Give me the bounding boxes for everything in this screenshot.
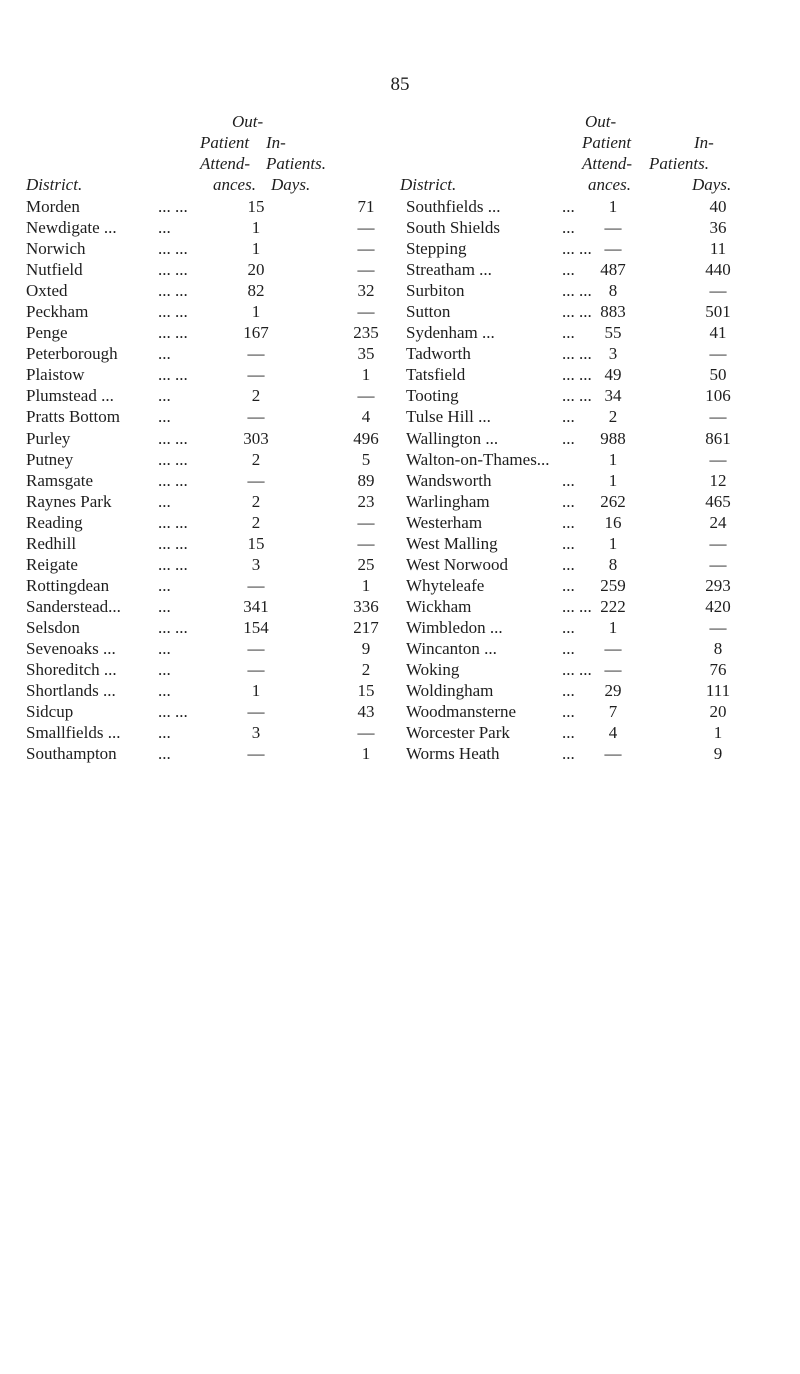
district-cell: Wincanton ... [406,638,497,658]
leader-dots: ... ... [562,281,592,301]
table-row [26,238,400,259]
inpatient-cell: 217 [353,617,379,637]
outpatient-cell: — [247,744,265,764]
district-cell: Southfields ... [406,197,501,216]
leader-dots: ... ... [158,533,188,553]
inpatient-cell: — [357,239,375,259]
outpatient-cell: — [604,744,622,764]
table-row [406,406,776,427]
outpatient-cell: 883 [600,302,626,322]
table-row [26,533,400,554]
district-cell: Tatsfield [406,365,466,385]
district-cell: Woldingham [406,681,494,701]
table-row [406,449,776,470]
district-cell: Oxted [26,281,68,301]
leader-dots: ... ... [158,428,188,448]
right-header-out-line1: Out- [585,112,617,131]
leader-dots: ... ... [158,260,188,280]
outpatient-cell: 1 [251,302,261,322]
district-cell: Newdigate ... [26,218,117,238]
right-header-out-line2: Patient [582,133,632,152]
inpatient-cell: — [709,407,727,427]
leader-dots: ... [562,407,575,427]
district-cell: Stepping [406,239,467,259]
table-row [26,743,400,764]
district-cell: Sevenoaks ... [26,638,116,658]
outpatient-cell: 2 [251,491,261,511]
table-row [26,385,400,406]
outpatient-cell: 167 [243,323,269,343]
outpatient-cell: 7 [608,702,618,722]
table-row [26,322,400,343]
inpatient-cell: 5 [361,449,371,469]
district-cell: Wickham [406,596,472,616]
inpatient-cell: 501 [705,302,731,322]
inpatient-cell: 41 [709,323,727,343]
page-number: 85 [390,74,410,95]
inpatient-cell: 11 [709,239,727,259]
left-header-district: District. [26,175,83,194]
leader-dots: ... ... [158,323,188,343]
leader-dots: ... ... [562,660,592,680]
district-cell: Woking [406,660,460,680]
inpatient-cell: — [709,344,727,364]
leader-dots: ... [158,744,171,764]
left-header-in-line1: In- [266,133,286,152]
table-row [406,217,776,238]
inpatient-cell: 293 [705,575,731,595]
inpatient-cell: 15 [357,681,375,701]
table-row [406,385,776,406]
district-cell: Warlingham [406,491,490,511]
inpatient-cell: — [357,260,375,280]
outpatient-cell: 55 [604,323,622,343]
district-cell: Morden [26,197,80,216]
table-row [26,364,400,385]
leader-dots: ... [562,681,575,701]
district-cell: Peterborough [26,344,118,364]
district-cell: Purley [26,428,71,448]
inpatient-cell: — [709,554,727,574]
outpatient-cell: 988 [600,428,626,448]
leader-dots: ... [158,660,171,680]
inpatient-cell: 235 [353,323,379,343]
inpatient-cell: — [357,302,375,322]
outpatient-cell: 1 [608,449,618,469]
outpatient-cell: 1 [608,617,618,637]
left-header-out-line1: Out- [232,112,264,131]
table-row [406,491,776,512]
leader-dots: ... [158,638,171,658]
outpatient-cell: — [247,702,265,722]
outpatient-cell: 49 [604,365,622,385]
right-header-top [406,112,776,173]
district-cell: Surbiton [406,281,465,301]
table-row [406,722,776,743]
table-row [406,575,776,596]
outpatient-cell: 8 [608,281,618,301]
inpatient-cell: 36 [709,218,727,238]
inpatient-cell: 496 [353,428,379,448]
district-cell: Peckham [26,302,89,322]
table-row [26,638,400,659]
inpatient-cell: 89 [357,470,375,490]
leader-dots: ... ... [158,197,188,216]
leader-dots: ... ... [562,365,592,385]
right-rows [406,196,776,764]
table-row [406,343,776,364]
outpatient-cell: — [247,407,265,427]
table-row [26,491,400,512]
table-row [26,406,400,427]
inpatient-cell: — [357,723,375,743]
leader-dots: ... [562,218,575,238]
table-row [26,301,400,322]
leader-dots: ... ... [562,596,592,616]
outpatient-cell: 1 [608,197,618,216]
left-header-in-line3: Days. [271,175,311,194]
leader-dots: ... [562,702,575,722]
table-row [406,638,776,659]
outpatient-cell: 487 [600,260,626,280]
inpatient-cell: 106 [705,386,731,406]
left-rows [26,196,400,764]
district-cell: Sanderstead... [26,596,121,616]
leader-dots: ... [158,491,171,511]
right-header-labels [400,175,776,196]
outpatient-cell: — [247,470,265,490]
inpatient-cell: 9 [361,638,371,658]
outpatient-cell: 1 [608,533,618,553]
leader-dots: ... [562,512,575,532]
district-cell: Rottingdean [26,575,110,595]
leader-dots: ... [562,260,575,280]
outpatient-cell: 15 [247,197,265,216]
district-cell: Ramsgate [26,470,94,490]
outpatient-cell: 3 [608,344,618,364]
leader-dots: ... [158,575,171,595]
outpatient-cell: — [604,638,622,658]
district-cell: Wallington ... [406,428,499,448]
inpatient-cell: 8 [713,638,723,658]
inpatient-cell: 4 [361,407,371,427]
left-header-out-line3: Attend- [200,154,251,173]
table-row [406,743,776,764]
table-row [406,280,776,301]
inpatient-cell: 9 [713,744,723,764]
district-cell: Worcester Park [406,723,510,743]
inpatient-cell: 1 [361,365,371,385]
inpatient-cell: 50 [709,365,727,385]
outpatient-cell: — [604,239,622,259]
district-cell: Sydenham ... [406,323,495,343]
outpatient-cell: 2 [251,512,261,532]
inpatient-cell: — [357,386,375,406]
inpatient-cell: 24 [709,512,727,532]
outpatient-cell: — [247,575,265,595]
leader-dots: ... [562,575,575,595]
inpatient-cell: — [709,533,727,553]
table-row [26,343,400,364]
inpatient-cell: 71 [357,197,375,216]
outpatient-cell: 303 [243,428,269,448]
district-cell: Sutton [406,302,451,322]
district-cell: Westerham [406,512,483,532]
outpatient-cell: 1 [251,681,261,701]
right-header-in-line1: In- [694,133,714,152]
table-row [26,575,400,596]
table-row [406,322,776,343]
table-row [26,449,400,470]
table-row [406,659,776,680]
leader-dots: ... ... [158,702,188,722]
left-header-out-line2: Patient [200,133,250,152]
leader-dots: ... [158,596,171,616]
district-cell: Plumstead ... [26,386,114,406]
inpatient-cell: 1 [361,575,371,595]
table-row [406,301,776,322]
inpatient-cell: 420 [705,596,731,616]
outpatient-cell: 16 [604,512,622,532]
district-cell: Penge [26,323,68,343]
inpatient-cell: 32 [357,281,375,301]
district-cell: Southampton [26,744,117,764]
left-header-labels [26,175,400,196]
right-table [400,112,776,764]
inpatient-cell: 111 [705,681,731,701]
inpatient-cell: 25 [357,554,375,574]
district-cell: Plaistow [26,365,85,385]
inpatient-cell: 465 [705,491,731,511]
leader-dots: ... ... [158,239,188,259]
district-cell: Norwich [26,239,86,259]
leader-dots: ... ... [158,449,188,469]
district-cell: Wandsworth [406,470,492,490]
table-row [26,259,400,280]
district-cell: Redhill [26,533,77,553]
outpatient-cell: 222 [600,596,626,616]
outpatient-cell: 4 [608,723,618,743]
right-header-district: District. [400,175,457,194]
table-row [26,554,400,575]
table-row [406,554,776,575]
table-row [26,512,400,533]
left-header-in-line2: Patients. [266,154,326,173]
leader-dots: ... [158,407,171,427]
table-row [26,428,400,449]
leader-dots: ... ... [562,239,592,259]
leader-dots: ... [562,470,575,490]
district-cell: Reigate [26,554,78,574]
table-row [406,470,776,491]
table-row [406,596,776,617]
outpatient-cell: — [247,638,265,658]
outpatient-cell: — [247,344,265,364]
inpatient-cell: 35 [357,344,375,364]
leader-dots: ... ... [158,554,188,574]
district-cell: Reading [26,512,83,532]
leader-dots: ... [158,723,171,743]
table-row [406,259,776,280]
inpatient-cell: 40 [709,197,727,216]
district-cell: Worms Heath [406,744,500,764]
leader-dots: ... ... [158,281,188,301]
inpatient-cell: 1 [713,723,723,743]
table-row [406,533,776,554]
leader-dots: ... [158,344,171,364]
leader-dots: ... ... [158,365,188,385]
table-row [406,512,776,533]
inpatient-cell: 23 [357,491,375,511]
outpatient-cell: 1 [251,239,261,259]
outpatient-cell: 2 [251,449,261,469]
inpatient-cell: — [357,218,375,238]
left-table [26,112,400,764]
district-cell: South Shields [406,218,500,238]
outpatient-cell: — [604,660,622,680]
district-cell: Smallfields ... [26,723,121,743]
inpatient-cell: — [709,281,727,301]
leader-dots: ... [562,491,575,511]
district-cell: Selsdon [26,617,80,637]
district-cell: Shoreditch ... [26,660,117,680]
leader-dots: ... ... [562,344,592,364]
outpatient-cell: 20 [247,260,265,280]
right-header-out-line3: Attend- [582,154,633,173]
district-cell: Nutfield [26,260,83,280]
inpatient-cell: 12 [709,470,727,490]
inpatient-cell: 861 [705,428,731,448]
outpatient-cell: 1 [251,218,261,238]
district-cell: Pratts Bottom [26,407,120,427]
leader-dots: ... [562,323,575,343]
district-cell: Tooting [406,386,459,406]
right-header-in-line2: Patients. [649,154,709,173]
inpatient-cell: — [357,533,375,553]
leader-dots: ... ... [158,512,188,532]
district-cell: Tulse Hill ... [406,407,491,427]
inpatient-cell: 20 [709,702,727,722]
left-header-out-line4: ances. [213,175,256,194]
outpatient-cell: 15 [247,533,265,553]
district-cell: Putney [26,449,74,469]
leader-dots: ... [562,723,575,743]
table-row [26,596,400,617]
district-cell: Walton-on-Thames... [406,449,550,469]
leader-dots: ... ... [562,386,592,406]
leader-dots: ... [562,533,575,553]
district-cell: Streatham ... [406,260,492,280]
table-row [406,428,776,449]
outpatient-cell: — [247,660,265,680]
district-cell: Whyteleafe [406,575,485,595]
district-cell: Shortlands ... [26,681,116,701]
outpatient-cell: 3 [251,723,261,743]
leader-dots: ... [562,744,575,764]
inpatient-cell: 336 [353,596,379,616]
inpatient-cell: — [709,617,727,637]
leader-dots: ... [562,638,575,658]
table-row [26,701,400,722]
district-cell: Wimbledon ... [406,617,503,637]
district-cell: Woodmansterne [406,702,517,722]
outpatient-cell: 262 [600,491,626,511]
leader-dots: ... [158,386,171,406]
leader-dots: ... ... [158,302,188,322]
outpatient-cell: 34 [604,386,622,406]
district-cell: Tadworth [406,344,471,364]
outpatient-cell: 8 [608,554,618,574]
leader-dots: ... ... [562,302,592,322]
leader-dots: ... [158,681,171,701]
outpatient-cell: 3 [251,554,261,574]
table-row [406,701,776,722]
right-header-out-line4: ances. [588,175,631,194]
outpatient-cell: 82 [247,281,265,301]
outpatient-cell: — [604,218,622,238]
outpatient-cell: 29 [604,681,622,701]
inpatient-cell: 2 [361,660,371,680]
leader-dots: ... [562,617,575,637]
table-row [26,217,400,238]
outpatient-cell: 154 [243,617,269,637]
district-cell: West Norwood [406,554,509,574]
left-header-top [26,112,400,173]
inpatient-cell: 76 [709,660,727,680]
outpatient-cell: 2 [608,407,618,427]
outpatient-cell: 259 [600,575,626,595]
district-cell: Sidcup [26,702,74,722]
district-cell: West Malling [406,533,498,553]
table-row [26,470,400,491]
table-row [26,196,400,217]
table-row [406,617,776,638]
table-row [406,238,776,259]
right-header-in-line3: Days. [692,175,732,194]
leader-dots: ... [562,428,575,448]
leader-dots: ... ... [158,617,188,637]
outpatient-cell: 2 [251,386,261,406]
inpatient-cell: 43 [357,702,375,722]
leader-dots: ... [562,197,575,216]
leader-dots: ... ... [158,470,188,490]
table-row [406,680,776,701]
outpatient-cell: 1 [608,470,618,490]
table-row [26,617,400,638]
leader-dots: ... [562,554,575,574]
outpatient-cell: 341 [243,596,269,616]
table-row [26,280,400,301]
inpatient-cell: 440 [705,260,731,280]
outpatient-cell: — [247,365,265,385]
inpatient-cell: 1 [361,744,371,764]
table-row [26,659,400,680]
table-row [26,680,400,701]
table-row [26,722,400,743]
table-row [406,196,776,217]
leader-dots: ... [158,218,171,238]
inpatient-cell: — [357,512,375,532]
inpatient-cell: — [709,449,727,469]
table-row [406,364,776,385]
district-cell: Raynes Park [26,491,112,511]
